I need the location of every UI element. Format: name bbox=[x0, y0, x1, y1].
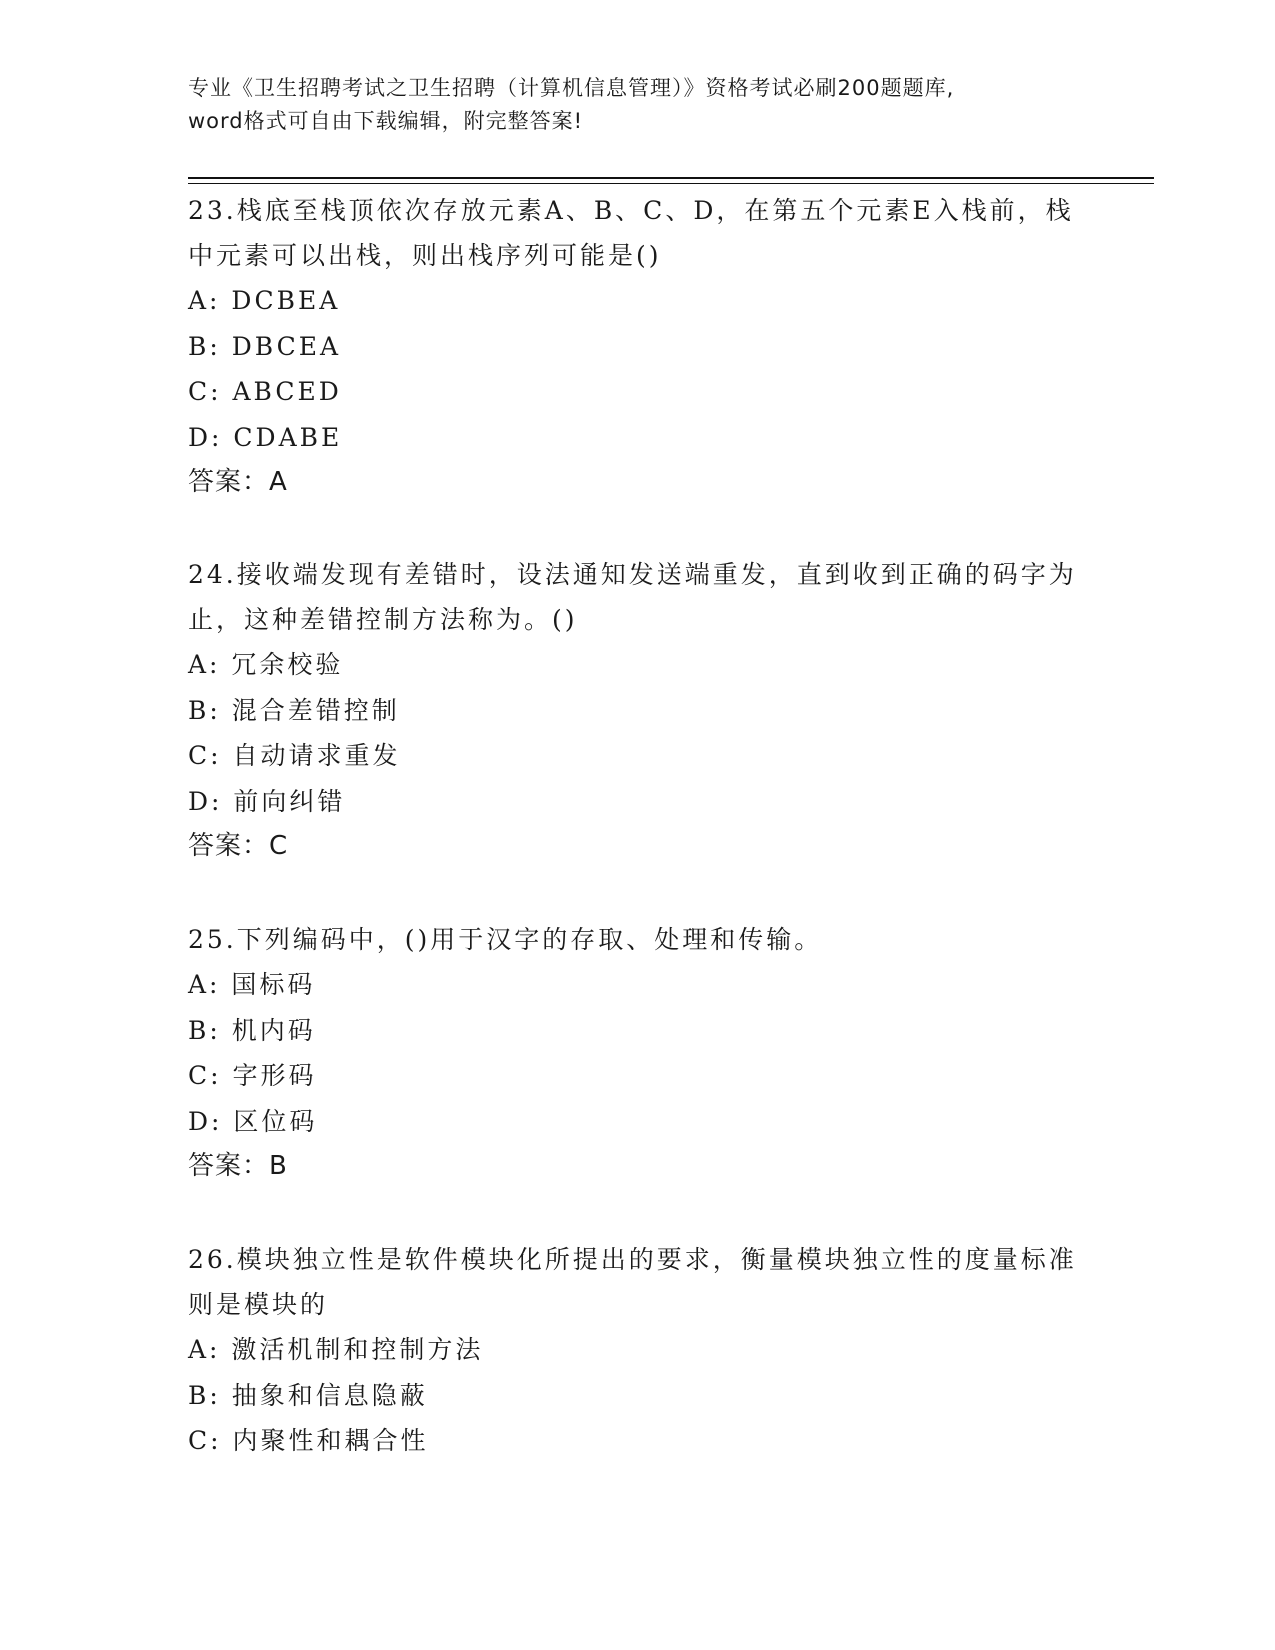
answer-line: 答案：B bbox=[188, 1151, 288, 1181]
header-line-2: word格式可自由下载编辑，附完整答案! bbox=[188, 109, 584, 133]
option-d: D: 区位码 bbox=[188, 1106, 318, 1136]
option-c: C: 内聚性和耦合性 bbox=[188, 1426, 429, 1455]
option-d: D: CDABE bbox=[188, 422, 343, 452]
option-b: B: DBCEA bbox=[188, 331, 342, 361]
question-24 bbox=[188, 552, 1088, 869]
option-b: B: 混合差错控制 bbox=[188, 695, 400, 725]
header-divider-thick bbox=[188, 177, 1154, 179]
option-a: A: DCBEA bbox=[188, 286, 341, 315]
option-c: C: ABCED bbox=[188, 377, 342, 406]
question-stem: 23.栈底至栈顶依次存放元素A、B、C、D，在第五个元素E入栈前，栈中元素可以出栈，则出栈序列可能是() bbox=[188, 196, 1074, 270]
answer-line: 答案：A bbox=[188, 467, 288, 497]
question-23 bbox=[188, 188, 1088, 505]
option-b: B: 抽象和信息隐蔽 bbox=[188, 1380, 428, 1410]
question-stem: 26.模块独立性是软件模块化所提出的要求，衡量模块独立性的度量标准则是模块的 bbox=[188, 1245, 1077, 1319]
question-25 bbox=[188, 917, 1088, 1189]
header-line-1: 专业《卫生招聘考试之卫生招聘（计算机信息管理）》资格考试必刷200题题库, bbox=[188, 76, 955, 100]
option-a: A: 激活机制和控制方法 bbox=[188, 1335, 484, 1364]
option-b: B: 机内码 bbox=[188, 1015, 316, 1045]
question-stem: 25.下列编码中，()用于汉字的存取、处理和传输。 bbox=[188, 925, 823, 954]
document-header bbox=[188, 72, 1088, 138]
option-d: D: 前向纠错 bbox=[188, 786, 346, 816]
question-26 bbox=[188, 1237, 1088, 1464]
option-a: A: 国标码 bbox=[188, 970, 316, 999]
option-a: A: 冗余校验 bbox=[188, 650, 344, 679]
question-stem: 24.接收端发现有差错时，设法通知发送端重发，直到收到正确的码字为止，这种差错控制方法称为。() bbox=[188, 560, 1077, 634]
header-divider-thin bbox=[188, 183, 1154, 184]
option-c: C: 字形码 bbox=[188, 1061, 317, 1090]
option-c: C: 自动请求重发 bbox=[188, 741, 401, 770]
answer-line: 答案：C bbox=[188, 831, 289, 861]
